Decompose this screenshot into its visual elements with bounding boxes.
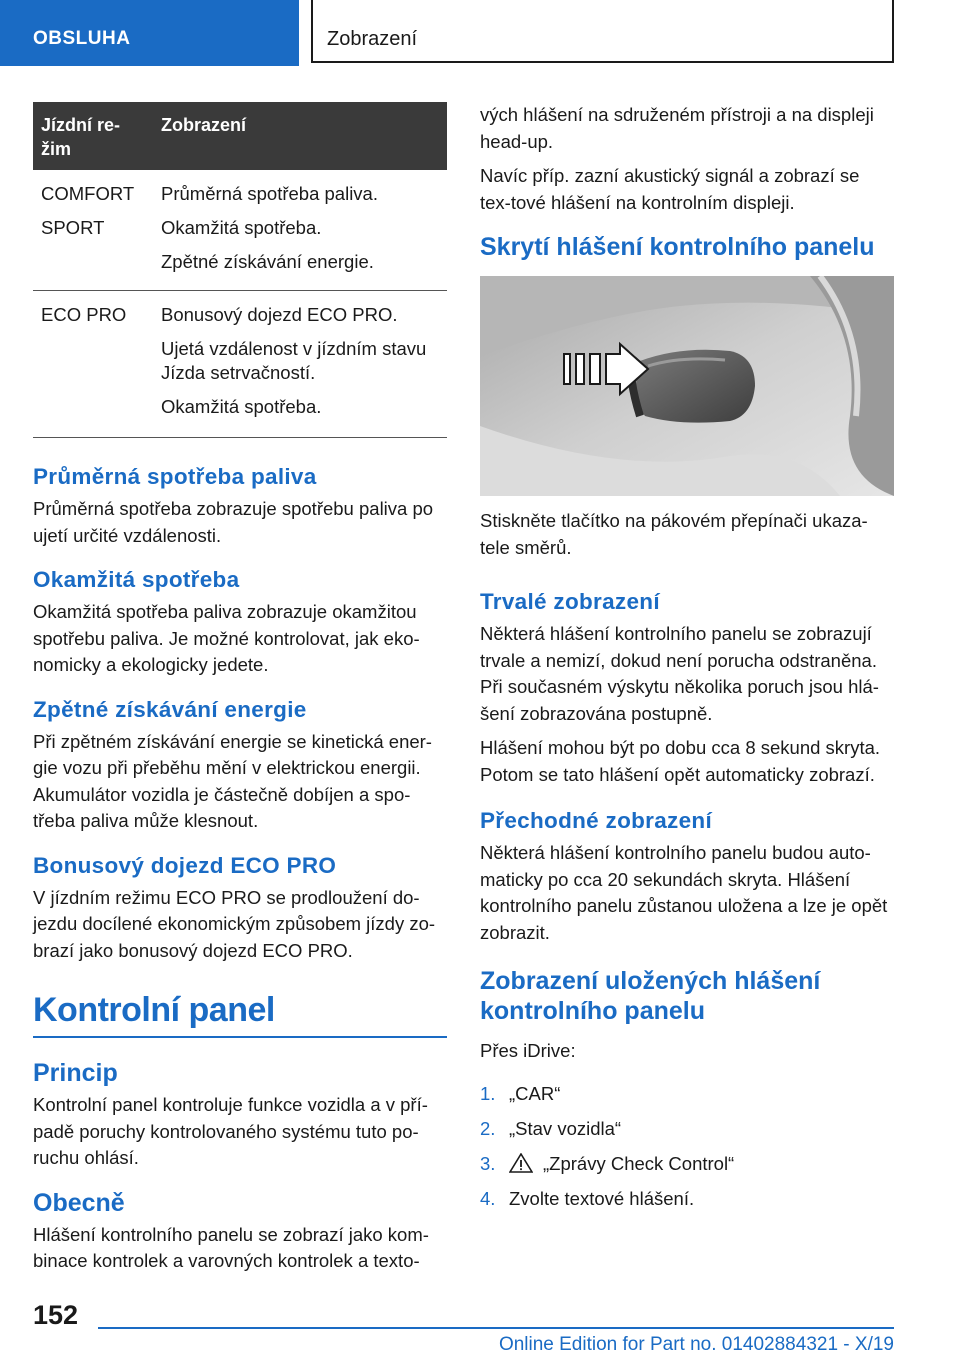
chapter-tab [311, 0, 894, 63]
heading-instant-consumption: Okamžitá spotřeba [33, 567, 240, 592]
mode-name: SPORT [41, 217, 105, 238]
figure-caption: Stiskněte tlačítko na pákovém přepínači ukaza-tele směrů. [480, 510, 868, 558]
list-item: 3. „Zprávy Check Control“ [480, 1152, 735, 1174]
paragraph: Průměrná spotřeba zobrazuje spotřebu paliva po ujetí určité vzdálenosti. [33, 498, 434, 546]
heading-saved-messages: Zobrazení uložených hlášení kontrolního panelu [480, 967, 821, 1025]
table-cell-display [153, 170, 447, 291]
paragraph: Kontrolní panel kontroluje funkce vozidla a v pří-padě poruchy kontrolovaného systému tuto po-ruchu ohlásí. [33, 1094, 428, 1168]
list-item: 4. Zvolte textové hlášení. [480, 1187, 695, 1209]
heading-permanent-display: Trvalé zobrazení [480, 589, 660, 614]
paragraph: Navíc příp. zazní akustický signál a zobrazí se tex-tové hlášení na kontrolním displeji. [480, 165, 860, 213]
paragraph: Při zpětném získávání energie se kinetická ener-gie vozu při přeběhu mění v elektrickou energii. Akumulátor vozidla je částečně dobíjen a spo-třeba paliva může klesnout. [33, 730, 432, 831]
table-cell-display [153, 291, 447, 438]
heading-energy-recovery: Zpětné získávání energie [33, 696, 307, 722]
right-column [480, 102, 894, 1221]
heading-eco-pro-bonus: Bonusový dojezd ECO PRO [33, 852, 337, 878]
left-column [33, 102, 447, 1275]
paragraph: Hlášení kontrolního panelu se zobrazí jako kom-binace kontrolek a varovných kontrolek a texto- [33, 1223, 429, 1271]
heading-principle: Princip [33, 1059, 118, 1087]
display-item: Zpětné získávání energie. [161, 251, 374, 272]
list-item: 1. „CAR“ [480, 1082, 561, 1104]
mode-name: ECO PRO [41, 304, 127, 325]
display-item: Bonusový dojezd ECO PRO. [161, 304, 398, 325]
section-tab [0, 0, 299, 66]
page-number: 152 [33, 1300, 79, 1330]
footer-rule [98, 1327, 894, 1329]
page-header [0, 0, 960, 66]
paragraph: Některá hlášení kontrolního panelu se zobrazují trvale a nemizí, dokud není porucha odstraněna. Při současném výskytu několika poruch jsou hlá-šení zobrazována postupně. [480, 623, 879, 724]
drive-mode-table [33, 102, 447, 438]
table-header-display: Zobrazení [153, 102, 447, 170]
table-row [33, 291, 447, 438]
table-header-mode: Jízdní re- žim [33, 102, 153, 170]
section-label: OBSLUHA [33, 28, 131, 49]
main-title-wrap [33, 990, 447, 1038]
display-item: Okamžitá spotřeba. [161, 217, 322, 238]
turn-signal-lever-illustration [480, 276, 894, 496]
table-row [33, 170, 447, 291]
table-cell-mode [33, 170, 153, 291]
chapter-label: Zobrazení [327, 28, 418, 50]
list-item: 2. „Stav vozidla“ [480, 1117, 622, 1139]
heading-general: Obecně [33, 1188, 125, 1217]
warning-triangle-icon [509, 1153, 533, 1173]
footer-edition: Online Edition for Part no. 01402884321 - X/19 [498, 1334, 894, 1355]
paragraph: Hlášení mohou být po dobu cca 8 sekund skryta. Potom se tato hlášení opět automaticky zobrazí. [480, 737, 881, 785]
heading-hide-messages: Skrytí hlášení kontrolního panelu [480, 233, 875, 261]
idrive-steps [480, 1081, 894, 1212]
table-cell-mode [33, 291, 153, 438]
paragraph: Přes iDrive: [480, 1040, 576, 1061]
paragraph: Okamžitá spotřeba paliva zobrazuje okamžitou spotřebu paliva. Je možné kontrolovat, jak eko-nomicky a ekologicky jedete. [33, 601, 420, 675]
paragraph: vých hlášení na sdruženém přístroji a na displeji head-up. [480, 104, 874, 152]
paragraph: V jízdním režimu ECO PRO se prodloužení do-jezdu docílené ekonomickým způsobem jízdy zo-brazí jako bonusový dojezd ECO PRO. [33, 886, 436, 961]
mode-name: COMFORT [41, 183, 135, 204]
main-title: Kontrolní panel [33, 991, 275, 1029]
heading-transient-display: Přechodné zobrazení [480, 808, 712, 833]
paragraph: Některá hlášení kontrolního panelu budou auto-maticky po cca 20 sekundách skryta. Hlášení kontrolního panelu zůstanou uložena a lze je opět zobrazit. [480, 842, 888, 943]
heading-average-consumption: Průměrná spotřeba paliva [33, 464, 317, 489]
lever-figure [480, 276, 894, 496]
display-item: Ujetá vzdálenost v jízdním stavu Jízda setrvačností. [161, 338, 427, 383]
display-item: Průměrná spotřeba paliva. [161, 183, 378, 204]
display-item: Okamžitá spotřeba. [161, 396, 322, 417]
